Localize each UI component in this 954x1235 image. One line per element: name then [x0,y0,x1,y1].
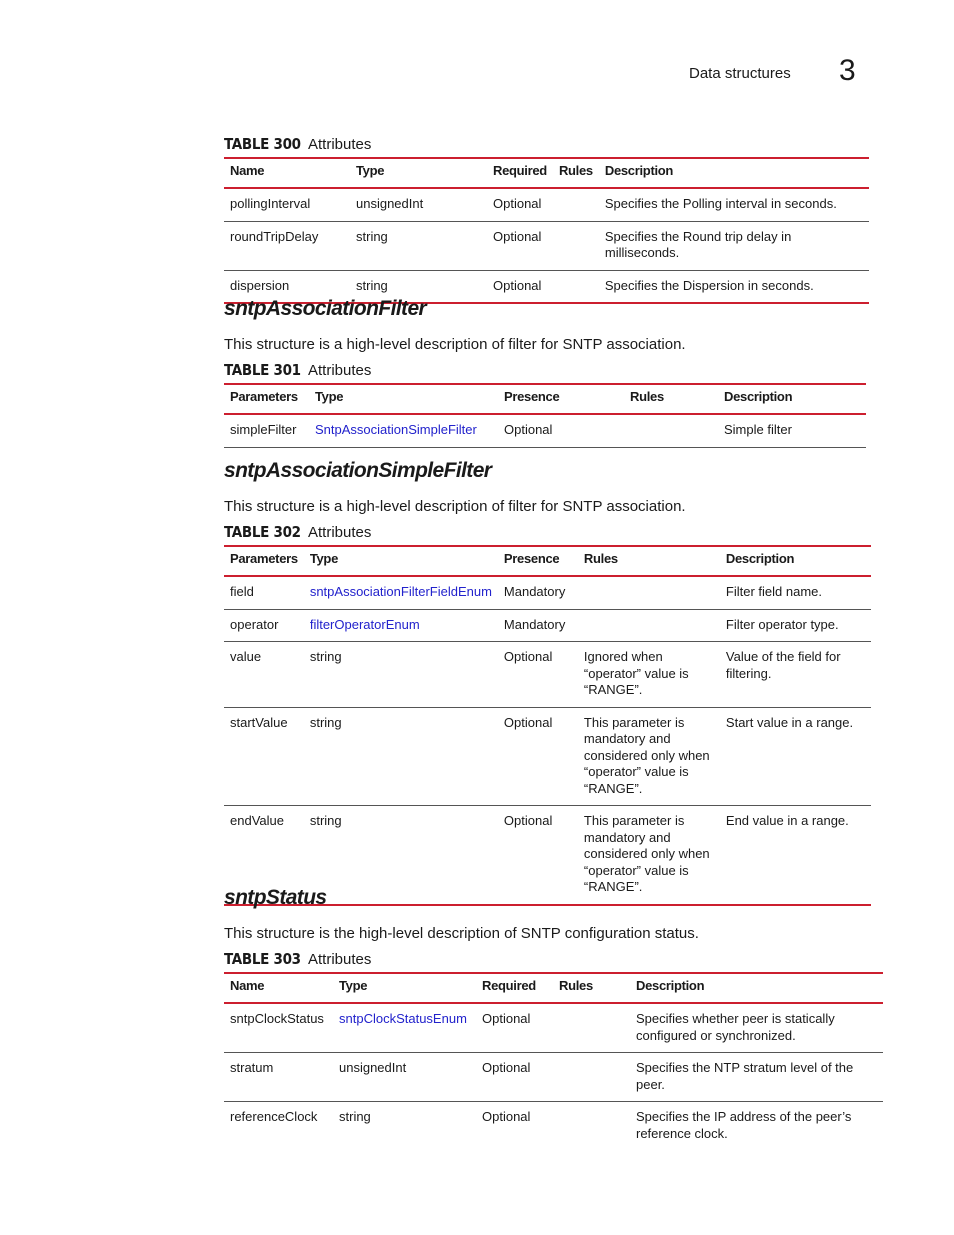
table-cell [553,221,599,270]
table-cell: Mandatory [498,609,578,642]
table-cell: value [224,642,304,708]
table-cell: field [224,576,304,609]
table-303-caption [224,950,371,968]
table-cell: Ignored when “operator” value is “RANGE”. [578,642,720,708]
table-header-row [224,973,883,1003]
table-cell [553,270,599,303]
column-header: Type [333,973,476,1003]
table-caption-text: Attributes [308,136,372,153]
table-cell: string [304,707,498,806]
table-caption-number: TABLE 303 [224,950,301,968]
table-cell: endValue [224,806,304,905]
table-cell: unsignedInt [350,188,487,221]
table-cell: Optional [498,707,578,806]
table-cell: This parameter is mandatory and considered only when “operator” value is “RANGE”. [578,707,720,806]
table-cell: unsignedInt [333,1053,476,1102]
column-header: Presence [498,546,578,576]
table-row [224,1053,883,1102]
table-cell [553,1053,630,1102]
column-header: Required [487,158,553,188]
table-cell: End value in a range. [720,806,871,905]
table-cell: Specifies the NTP stratum level of the peer. [630,1053,883,1102]
table-cell: dispersion [224,270,350,303]
table-301 [224,383,866,448]
table-cell: string [350,221,487,270]
column-header: Parameters [224,546,304,576]
column-header: Name [224,973,333,1003]
table-cell: roundTripDelay [224,221,350,270]
table-caption-text: Attributes [308,951,372,968]
column-header: Name [224,158,350,188]
table-cell: Specifies the Polling interval in seconds. [599,188,869,221]
table-cell: Start value in a range. [720,707,871,806]
table-caption-number: TABLE 300 [224,135,301,153]
table-cell: string [350,270,487,303]
table-header-row [224,158,869,188]
table-cell: This parameter is mandatory and considered only when “operator” value is “RANGE”. [578,806,720,905]
table-cell: Optional [498,806,578,905]
table-caption-text: Attributes [308,362,372,379]
column-header: Description [630,973,883,1003]
table-cell: operator [224,609,304,642]
table-cell: simpleFilter [224,414,309,447]
table-303 [224,972,883,1150]
section-intro: This structure is a high-level description of filter for SNTP association. [224,336,686,353]
section-intro: This structure is the high-level description of SNTP configuration status. [224,925,699,942]
table-header-row [224,384,866,414]
section-heading: sntpStatus [224,886,327,909]
type-link[interactable]: filterOperatorEnum [304,609,498,642]
table-cell [578,576,720,609]
table-cell: stratum [224,1053,333,1102]
column-header: Rules [553,973,630,1003]
section-heading: sntpAssociationSimpleFilter [224,459,492,482]
table-cell: Optional [487,188,553,221]
table-row [224,221,869,270]
table-cell: Optional [487,221,553,270]
table-302 [224,545,871,906]
table-cell [553,188,599,221]
table-300 [224,157,869,304]
running-header-title: Data structures [689,65,791,82]
table-cell: startValue [224,707,304,806]
table-row [224,1003,883,1053]
table-cell: Optional [476,1003,553,1053]
table-row [224,414,866,447]
table-cell: Specifies the IP address of the peer’s reference clock. [636,1109,852,1141]
column-header: Description [599,158,869,188]
table-row [224,707,871,806]
section-intro: This structure is a high-level description of filter for SNTP association. [224,498,686,515]
table-cell: string [304,642,498,708]
table-cell: sntpClockStatus [224,1003,333,1053]
table-cell: string [304,806,498,905]
table-cell: Optional [482,1109,531,1124]
table-301-caption [224,361,371,379]
type-link[interactable]: sntpClockStatusEnum [333,1003,476,1053]
table-300-caption [224,135,371,153]
table-cell: Specifies whether peer is statically configured or synchronized. [630,1003,883,1053]
chapter-number: 3 [839,54,856,87]
column-header: Presence [498,384,624,414]
table-cell: Value of the field for filtering. [720,642,871,708]
column-header: Description [720,546,871,576]
type-link[interactable]: SntpAssociationSimpleFilter [309,414,498,447]
table-cell: referenceClock [230,1109,318,1124]
column-header: Rules [624,384,718,414]
table-row [224,576,871,609]
table-cell: Filter operator type. [720,609,871,642]
column-header: Rules [578,546,720,576]
table-cell: Specifies the Round trip delay in milliseconds. [599,221,869,270]
table-cell: Mandatory [498,576,578,609]
table-cell: Optional [498,642,578,708]
table-cell: pollingInterval [224,188,350,221]
table-row [224,642,871,708]
table-cell: Simple filter [718,414,866,447]
table-header-row [224,546,871,576]
table-row [224,188,869,221]
column-header: Description [718,384,866,414]
column-header: Type [304,546,498,576]
table-caption-number: TABLE 301 [224,361,301,379]
table-cell [553,1003,630,1053]
column-header: Parameters [224,384,309,414]
table-cell [624,414,718,447]
table-cell: Specifies the Dispersion in seconds. [599,270,869,303]
table-caption-number: TABLE 302 [224,523,301,541]
table-caption-text: Attributes [308,524,372,541]
table-cell: string [339,1109,371,1124]
column-header: Type [350,158,487,188]
table-row [224,1102,883,1151]
column-header: Rules [553,158,599,188]
column-header: Type [309,384,498,414]
type-link[interactable]: sntpAssociationFilterFieldEnum [304,576,498,609]
table-302-caption [224,523,371,541]
table-cell: Optional [498,414,624,447]
column-header: Required [476,973,553,1003]
table-cell: Optional [476,1053,553,1102]
table-cell [578,609,720,642]
table-cell: Filter field name. [720,576,871,609]
table-cell: Optional [487,270,553,303]
table-row [224,609,871,642]
section-heading: sntpAssociationFilter [224,297,427,320]
table-cell [553,1102,630,1151]
